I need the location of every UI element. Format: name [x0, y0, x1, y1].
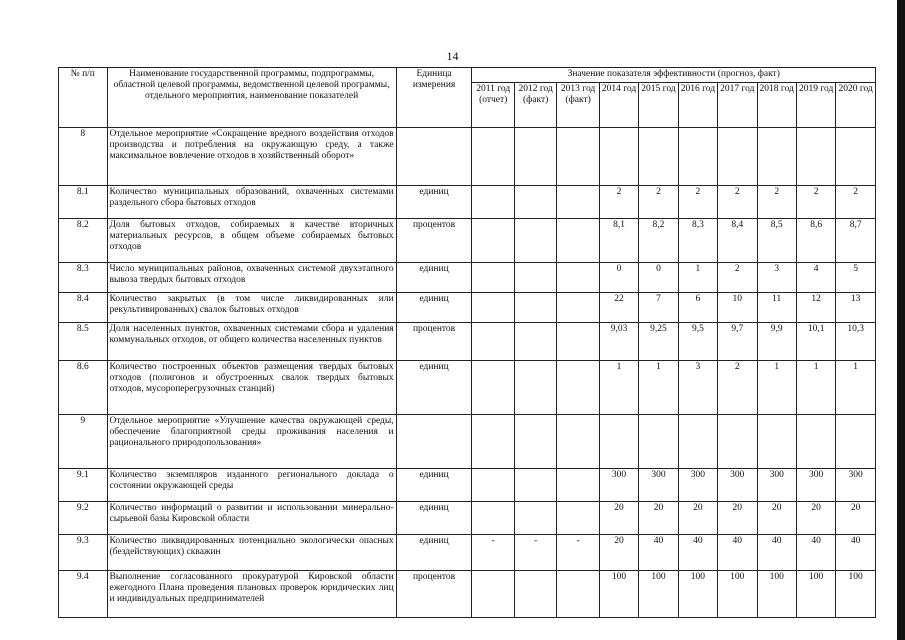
- row-num: 8: [59, 128, 108, 186]
- value-cell: 300: [718, 469, 757, 502]
- row-num: 8.1: [59, 186, 108, 219]
- value-cell: [472, 469, 514, 502]
- header-year: 2014 год: [599, 83, 638, 128]
- value-cell: 2: [599, 186, 638, 219]
- row-num: 9: [59, 415, 108, 469]
- unit-cell: единиц: [396, 469, 472, 502]
- value-cell: 20: [599, 502, 638, 535]
- value-cell: 2: [836, 186, 876, 219]
- unit-cell: единиц: [396, 186, 472, 219]
- unit-cell: [396, 415, 472, 469]
- value-cell: 2: [718, 263, 757, 293]
- value-cell: 100: [757, 571, 796, 618]
- value-cell: 20: [718, 502, 757, 535]
- value-cell: 5: [836, 263, 876, 293]
- value-cell: [557, 263, 599, 293]
- value-cell: 300: [678, 469, 717, 502]
- value-cell: 1: [678, 263, 717, 293]
- unit-cell: единиц: [396, 502, 472, 535]
- value-cell: 20: [836, 502, 876, 535]
- value-cell: 20: [796, 502, 835, 535]
- value-cell: 3: [678, 361, 717, 415]
- value-cell: 300: [757, 469, 796, 502]
- value-cell: [514, 186, 556, 219]
- value-cell: 100: [718, 571, 757, 618]
- value-cell: [472, 263, 514, 293]
- value-cell: [514, 293, 556, 323]
- header-num: № п/п: [59, 68, 108, 128]
- indicator-name: Выполнение согласованного прокуратурой Кировской области ежегодного Плана проведения плановых проверок юридических лиц и индивидуальных предпринимателей: [107, 571, 396, 618]
- indicator-name: Отдельное мероприятие «Сокращение вредного воздействия отходов производства и потребления на окружающую среду, а также максимальное вовлечение отходов в хозяйственный оборот»: [107, 128, 396, 186]
- value-cell: 40: [757, 535, 796, 571]
- value-cell: 300: [599, 469, 638, 502]
- value-cell: 40: [836, 535, 876, 571]
- unit-cell: процентов: [396, 571, 472, 618]
- value-cell: 8,6: [796, 219, 835, 263]
- value-cell: [718, 415, 757, 469]
- indicator-name: Число муниципальных районов, охваченных системой двухэтапного вывоза твердых бытовых отходов: [107, 263, 396, 293]
- header-year: 2019 год: [796, 83, 835, 128]
- indicator-name: Отдельное мероприятие «Улучшение качества окружающей среды, обеспечение благоприятной среды проживания населения и рационального природопользования»: [107, 415, 396, 469]
- value-cell: [514, 128, 556, 186]
- indicator-name: Количество ликвидированных потенциально экологически опасных (бездействующих) скважин: [107, 535, 396, 571]
- table-row: [59, 535, 876, 571]
- value-cell: 40: [678, 535, 717, 571]
- unit-cell: единиц: [396, 293, 472, 323]
- value-cell: -: [557, 535, 599, 571]
- value-cell: [639, 415, 678, 469]
- header-year: 2016 год: [678, 83, 717, 128]
- value-cell: 2: [796, 186, 835, 219]
- value-cell: 100: [836, 571, 876, 618]
- table-row: [59, 323, 876, 361]
- value-cell: [557, 571, 599, 618]
- value-cell: 8,2: [639, 219, 678, 263]
- value-cell: 0: [639, 263, 678, 293]
- value-cell: 7: [639, 293, 678, 323]
- value-cell: [514, 361, 556, 415]
- value-cell: [718, 128, 757, 186]
- value-cell: 8,4: [718, 219, 757, 263]
- header-values-group: Значение показателя эффективности (прогноз, факт): [472, 68, 876, 83]
- value-cell: 2: [718, 361, 757, 415]
- value-cell: [557, 323, 599, 361]
- indicator-name: Количество экземпляров изданного регионального доклада о состоянии окружающей среды: [107, 469, 396, 502]
- value-cell: [557, 219, 599, 263]
- value-cell: [757, 415, 796, 469]
- value-cell: 12: [796, 293, 835, 323]
- unit-cell: [396, 128, 472, 186]
- value-cell: [472, 293, 514, 323]
- unit-cell: единиц: [396, 361, 472, 415]
- row-num: 8.2: [59, 219, 108, 263]
- table-header: [59, 68, 876, 128]
- value-cell: [639, 128, 678, 186]
- value-cell: 300: [639, 469, 678, 502]
- value-cell: [514, 323, 556, 361]
- value-cell: [472, 219, 514, 263]
- row-num: 8.5: [59, 323, 108, 361]
- value-cell: 1: [757, 361, 796, 415]
- value-cell: 2: [718, 186, 757, 219]
- value-cell: 40: [639, 535, 678, 571]
- value-cell: 10,3: [836, 323, 876, 361]
- row-num: 8.6: [59, 361, 108, 415]
- value-cell: 100: [678, 571, 717, 618]
- header-year: 2017 год: [718, 83, 757, 128]
- value-cell: [514, 571, 556, 618]
- unit-cell: единиц: [396, 263, 472, 293]
- value-cell: 9,25: [639, 323, 678, 361]
- value-cell: -: [472, 535, 514, 571]
- value-cell: 8,1: [599, 219, 638, 263]
- value-cell: [557, 469, 599, 502]
- value-cell: [514, 263, 556, 293]
- value-cell: [472, 128, 514, 186]
- header-year: 2011 год (отчет): [472, 83, 514, 128]
- row-num: 9.3: [59, 535, 108, 571]
- value-cell: 13: [836, 293, 876, 323]
- table-row: [59, 293, 876, 323]
- value-cell: [557, 502, 599, 535]
- value-cell: 1: [836, 361, 876, 415]
- table-row: [59, 219, 876, 263]
- value-cell: [557, 293, 599, 323]
- value-cell: 100: [599, 571, 638, 618]
- value-cell: 22: [599, 293, 638, 323]
- value-cell: [514, 415, 556, 469]
- row-num: 9.2: [59, 502, 108, 535]
- value-cell: 300: [796, 469, 835, 502]
- header-year: 2020 год: [836, 83, 876, 128]
- value-cell: 8,5: [757, 219, 796, 263]
- scan-edge: [897, 0, 905, 640]
- value-cell: [472, 323, 514, 361]
- row-num: 9.1: [59, 469, 108, 502]
- page-number: 14: [446, 49, 459, 63]
- value-cell: 300: [836, 469, 876, 502]
- value-cell: 20: [639, 502, 678, 535]
- table-row: [59, 469, 876, 502]
- header-name: Наименование государственной программы, подпрограммы, областной целевой программы, ведомственной целевой программы, отдельного мероприятия, наименование показателей: [107, 68, 396, 128]
- table-row: [59, 186, 876, 219]
- indicator-name: Количество информаций о развитии и использовании минерально-сырьевой базы Кировской области: [107, 502, 396, 535]
- table-row: [59, 361, 876, 415]
- value-cell: [514, 469, 556, 502]
- value-cell: [472, 502, 514, 535]
- unit-cell: единиц: [396, 535, 472, 571]
- value-cell: -: [514, 535, 556, 571]
- value-cell: 9,7: [718, 323, 757, 361]
- value-cell: [836, 415, 876, 469]
- value-cell: 4: [796, 263, 835, 293]
- row-num: 8.3: [59, 263, 108, 293]
- row-num: 8.4: [59, 293, 108, 323]
- row-num: 9.4: [59, 571, 108, 618]
- table-body: [59, 128, 876, 618]
- unit-cell: процентов: [396, 323, 472, 361]
- value-cell: 20: [678, 502, 717, 535]
- table-row: [59, 415, 876, 469]
- table-row: [59, 128, 876, 186]
- value-cell: 10,1: [796, 323, 835, 361]
- value-cell: 8,7: [836, 219, 876, 263]
- table-row: [59, 263, 876, 293]
- value-cell: 9,5: [678, 323, 717, 361]
- value-cell: 8,3: [678, 219, 717, 263]
- value-cell: [472, 361, 514, 415]
- value-cell: 1: [639, 361, 678, 415]
- value-cell: [796, 128, 835, 186]
- header-unit: Единица измерения: [396, 68, 472, 128]
- value-cell: [599, 128, 638, 186]
- value-cell: [678, 415, 717, 469]
- value-cell: [514, 502, 556, 535]
- indicator-name: Количество муниципальных образований, охваченных системами раздельного сбора бытовых отходов: [107, 186, 396, 219]
- table-row: [59, 571, 876, 618]
- value-cell: [599, 415, 638, 469]
- value-cell: 100: [639, 571, 678, 618]
- value-cell: 10: [718, 293, 757, 323]
- value-cell: 9,03: [599, 323, 638, 361]
- header-year: 2013 год (факт): [557, 83, 599, 128]
- value-cell: [472, 186, 514, 219]
- value-cell: [557, 128, 599, 186]
- indicator-name: Доля бытовых отходов, собираемых в качестве вторичных материальных ресурсов, в общем объеме собираемых бытовых отходов: [107, 219, 396, 263]
- value-cell: 40: [718, 535, 757, 571]
- value-cell: 3: [757, 263, 796, 293]
- value-cell: 0: [599, 263, 638, 293]
- header-year: 2012 год (факт): [514, 83, 556, 128]
- value-cell: [472, 415, 514, 469]
- value-cell: 40: [796, 535, 835, 571]
- value-cell: [557, 361, 599, 415]
- value-cell: 9,9: [757, 323, 796, 361]
- indicator-name: Количество построенных объектов размещения твердых бытовых отходов (полигонов и обустроенных свалок твердых бытовых отходов, мусороперегрузочных станций): [107, 361, 396, 415]
- value-cell: 20: [757, 502, 796, 535]
- value-cell: [514, 219, 556, 263]
- value-cell: [796, 415, 835, 469]
- value-cell: [678, 128, 717, 186]
- indicator-name: Доля населенных пунктов, охваченных системами сбора и удаления коммунальных отходов, от общего количества населенных пунктов: [107, 323, 396, 361]
- table-row: [59, 502, 876, 535]
- value-cell: 2: [757, 186, 796, 219]
- value-cell: 2: [678, 186, 717, 219]
- value-cell: [557, 415, 599, 469]
- value-cell: 20: [599, 535, 638, 571]
- indicators-table: [58, 67, 876, 618]
- value-cell: [557, 186, 599, 219]
- value-cell: [757, 128, 796, 186]
- value-cell: 1: [796, 361, 835, 415]
- header-year: 2015 год: [639, 83, 678, 128]
- header-year: 2018 год: [757, 83, 796, 128]
- value-cell: [836, 128, 876, 186]
- value-cell: 1: [599, 361, 638, 415]
- indicator-name: Количество закрытых (в том числе ликвидированных или рекультивированных) свалок бытовых отходов: [107, 293, 396, 323]
- value-cell: 11: [757, 293, 796, 323]
- value-cell: 6: [678, 293, 717, 323]
- value-cell: 2: [639, 186, 678, 219]
- unit-cell: процентов: [396, 219, 472, 263]
- value-cell: 100: [796, 571, 835, 618]
- value-cell: [472, 571, 514, 618]
